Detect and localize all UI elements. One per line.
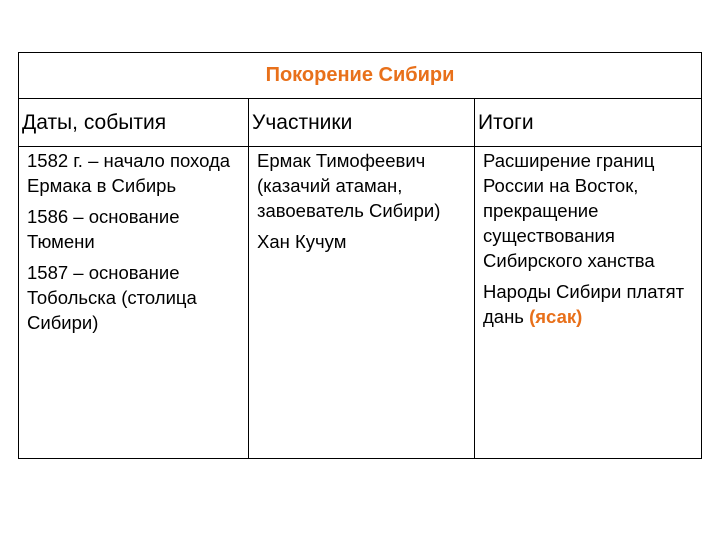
table-title: Покорение Сибири <box>19 53 702 99</box>
tribute-text: Народы Сибири платят дань <box>483 281 685 327</box>
participant-item: Ермак Тимофеевич (казачий атаман, завоеватель Сибири) <box>257 150 441 221</box>
title-row <box>19 53 702 99</box>
results-cell <box>475 147 702 459</box>
result-item-tribute <box>483 279 697 329</box>
header-dates: Даты, события <box>19 99 249 147</box>
participant-item: Хан Кучум <box>257 231 347 252</box>
yasak-highlight: (ясак) <box>529 306 583 327</box>
history-table <box>18 52 702 459</box>
dates-item: 1587 – основание Тобольска (столица Сибири) <box>27 262 197 333</box>
dates-item: 1582 г. – начало похода Ермака в Сибирь <box>27 150 231 196</box>
result-item: Расширение границ России на Восток, прекращение существования Сибирского ханства <box>483 150 655 271</box>
header-participants: Участники <box>249 99 475 147</box>
content-row <box>19 147 702 459</box>
header-results: Итоги <box>475 99 702 147</box>
dates-item: 1586 – основание Тюмени <box>27 206 180 252</box>
participants-cell <box>249 147 475 459</box>
header-row <box>19 99 702 147</box>
dates-cell <box>19 147 249 459</box>
